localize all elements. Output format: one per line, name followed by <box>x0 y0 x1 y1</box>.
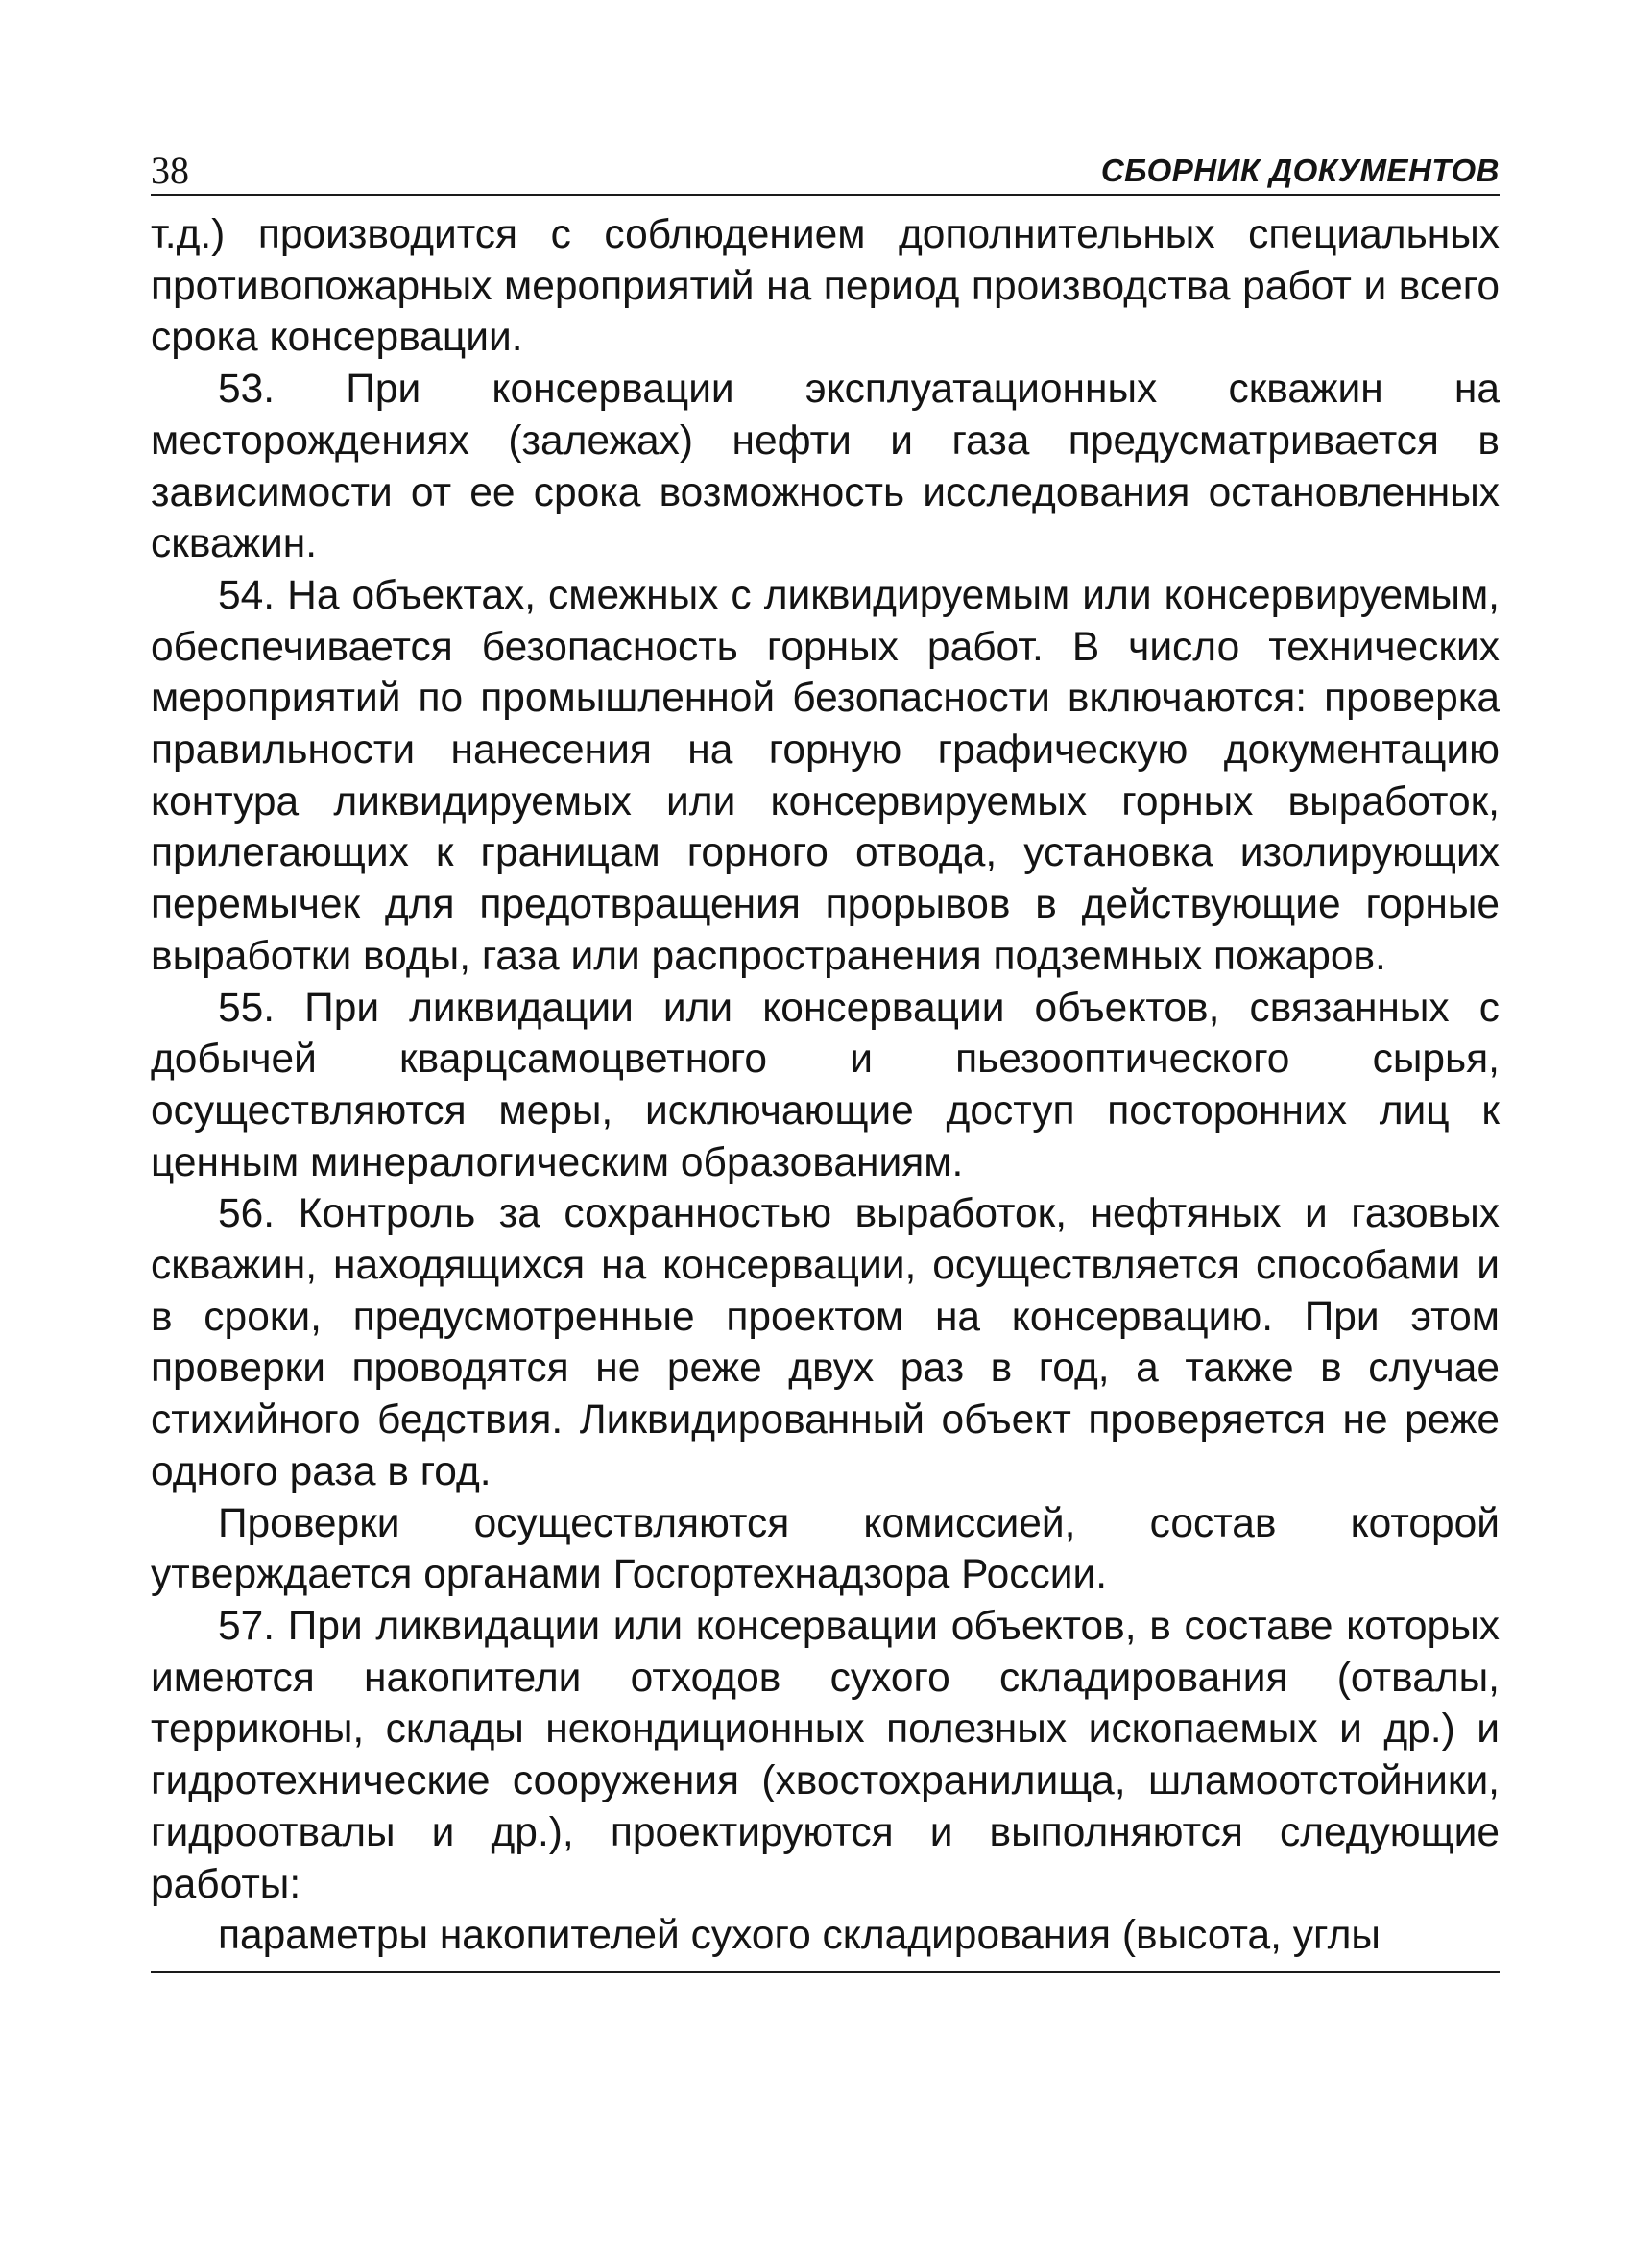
document-page <box>151 144 1500 1973</box>
paragraph-continuation: т.д.) производится с соблюдением дополнительных специальных противопожарных мероприятий на период производства работ и всего срока консервации. <box>151 212 1500 361</box>
paragraph-item-57: 57. При ликвидации или консервации объектов, в составе которых имеются накопители отходов сухого складирования (отвалы, терриконы, склады некондиционных полезных ископаемых и др.) и гидротехнические сооружения (хвостохранилища, шламоотстойники, гидроотвалы и др.), проектируются и выполняются следующие работы: <box>151 1603 1500 1907</box>
paragraph-item-55: 55. При ликвидации или консервации объектов, связанных с добычей кварцсамоцветного и пьезооптического сырья, осуществляются меры, исключающие доступ посторонних лиц к ценным минералогическим образованиям. <box>151 985 1500 1185</box>
bottom-rule <box>151 1971 1500 1973</box>
paragraph-item-54: 54. На объектах, смежных с ликвидируемым или консервируемым, обеспечивается безопасность горных работ. В число технических мероприятий по промышленной безопасности включаются: проверка правильности нанесения на горную графическую документацию контура ликвидируемых или консервируемых горных выработок, прилегающих к границам горного отвода, установка изолирующих перемычек для предотвращения прорывов в действующие горные выработки воды, газа или распространения подземных пожаров. <box>151 572 1500 979</box>
body-text <box>151 209 1500 1962</box>
running-header <box>151 144 1500 196</box>
book-title: СБОРНИК ДОКУМЕНТОВ <box>1100 153 1500 188</box>
paragraph-item-53: 53. При консервации эксплуатационных скважин на месторождениях (залежах) нефти и газа предусматривается в зависимости от ее срока возможность исследования остановленных скважин. <box>151 367 1500 567</box>
page-number: 38 <box>151 149 189 192</box>
paragraph-list-item: параметры накопителей сухого складирования (высота, углы <box>218 1913 1381 1959</box>
paragraph-item-56: 56. Контроль за сохранностью выработок, нефтяных и газовых скважин, находящихся на консервации, осуществляется способами и в сроки, предусмотренные проектом на консервацию. При этом проверки проводятся не реже двух раз в год, а также в случае стихийного бедствия. Ликвидированный объект проверяется не реже одного раза в год. <box>151 1191 1500 1494</box>
paragraph-inspections: Проверки осуществляются комиссией, состав которой утверждается органами Госгортехнадзора России. <box>151 1500 1500 1598</box>
